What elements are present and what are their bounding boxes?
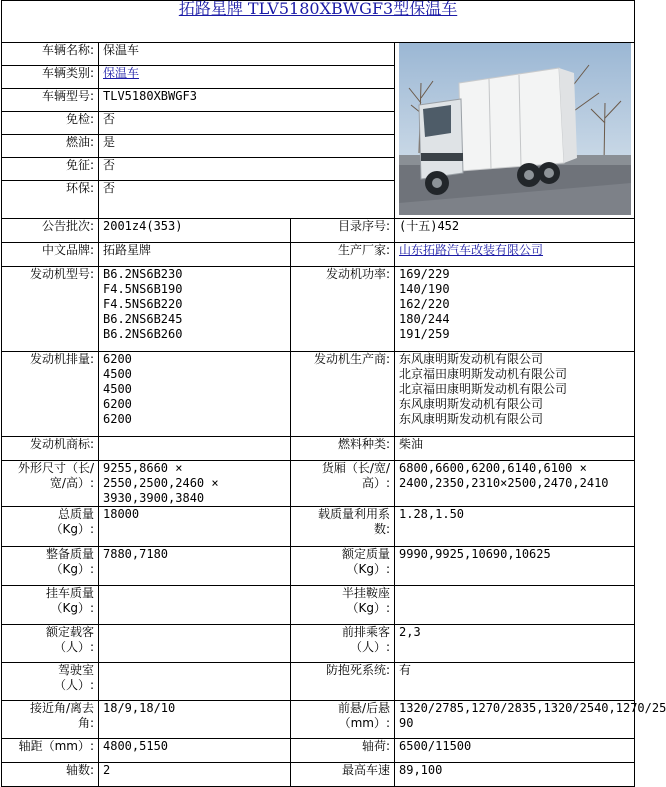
axle-load-value: 6500/11500 — [395, 739, 635, 763]
gross-mass-label: 总质量 （Kg）: — [2, 507, 99, 547]
approach-angle-value: 18/9,18/10 — [99, 701, 291, 739]
brand-cn-label: 中文品牌: — [2, 243, 99, 267]
axle-load-label: 轴荷: — [291, 739, 395, 763]
spec-sheet — [1, 0, 666, 787]
engine-maker-item: 北京福田康明斯发动机有限公司 — [399, 382, 568, 396]
eco-label: 环保: — [2, 181, 99, 219]
brand-cn-value: 拓路星牌 — [99, 243, 291, 267]
truck-photo-image — [399, 43, 631, 215]
manufacturer-label: 生产厂家: — [291, 243, 395, 267]
engine-model-label: 发动机型号: — [2, 267, 99, 352]
fuel-type-value: 柴油 — [395, 437, 635, 461]
cargo-size-value: 6800,6600,6200,6140,6100 × 2400,2350,2310×2500,2470,2410 — [395, 461, 635, 507]
engine-maker-label: 发动机生产商: — [291, 352, 395, 437]
abs-label: 防抱死系统: — [291, 663, 395, 701]
overhang-value: 1320/2785,1270/2835,1320/2540,1270/25 90 — [395, 701, 635, 739]
license-exempt-label: 免征: — [2, 158, 99, 181]
max-speed-value: 89,100 — [395, 763, 635, 787]
engine-maker-list — [395, 352, 635, 437]
engine-model-item: F4.5NS6B220 — [103, 297, 183, 311]
load-ratio-label: 载质量利用系 数: — [291, 507, 395, 547]
catalog-no-value: (十五)452 — [395, 219, 635, 243]
trailer-mass-value — [99, 586, 291, 625]
vehicle-model-label: 车辆型号: — [2, 89, 99, 112]
displacement-list — [99, 352, 291, 437]
rated-passengers-value — [99, 625, 291, 663]
batch-label: 公告批次: — [2, 219, 99, 243]
curb-mass-value: 7880,7180 — [99, 547, 291, 586]
inspection-exempt-value: 否 — [99, 112, 395, 135]
vehicle-photo — [395, 43, 635, 219]
semi-saddle-label: 半挂鞍座 （Kg）: — [291, 586, 395, 625]
abs-value: 有 — [395, 663, 635, 701]
displacement-item: 6200 — [103, 352, 132, 366]
rated-mass-label: 额定质量 （Kg）: — [291, 547, 395, 586]
displacement-item: 4500 — [103, 367, 132, 381]
trailer-mass-label: 挂车质量 （Kg）: — [2, 586, 99, 625]
curb-mass-label: 整备质量 （Kg）: — [2, 547, 99, 586]
fuel-label: 燃油: — [2, 135, 99, 158]
engine-brand-label: 发动机商标: — [2, 437, 99, 461]
vehicle-category-link[interactable]: 保温车 — [103, 66, 140, 80]
engine-model-list — [99, 267, 291, 352]
wheelbase-value: 4800,5150 — [99, 739, 291, 763]
displacement-label: 发动机排量: — [2, 352, 99, 437]
engine-power-item: 140/190 — [399, 282, 450, 296]
fuel-type-label: 燃料种类: — [291, 437, 395, 461]
vehicle-category-label: 车辆类别: — [2, 66, 99, 89]
engine-power-item: 180/244 — [399, 312, 450, 326]
cab-label: 驾驶室 （人）: — [2, 663, 99, 701]
manufacturer-link[interactable]: 山东拓路汽车改装有限公司 — [399, 243, 544, 257]
engine-power-item: 169/229 — [399, 267, 450, 281]
cargo-size-label: 货厢（长/宽/ 高）: — [291, 461, 395, 507]
page-title — [2, 1, 635, 43]
engine-model-item: B6.2NS6B230 — [103, 267, 183, 281]
spec-table — [1, 0, 666, 787]
engine-power-list — [395, 267, 635, 352]
rated-mass-value: 9990,9925,10690,10625 — [395, 547, 635, 586]
license-exempt-value: 否 — [99, 158, 395, 181]
engine-maker-item: 东风康明斯发动机有限公司 — [399, 352, 544, 366]
rated-passengers-label: 额定载客 （人）: — [2, 625, 99, 663]
engine-maker-item: 东风康明斯发动机有限公司 — [399, 397, 544, 411]
displacement-item: 4500 — [103, 382, 132, 396]
axles-value: 2 — [99, 763, 291, 787]
wheelbase-label: 轴距（mm）: — [2, 739, 99, 763]
engine-power-item: 191/259 — [399, 327, 450, 341]
vehicle-model-value: TLV5180XBWGF3 — [99, 89, 395, 112]
overhang-label: 前悬/后悬 （mm）: — [291, 701, 395, 739]
front-passengers-value: 2,3 — [395, 625, 635, 663]
cab-value — [99, 663, 291, 701]
semi-saddle-value — [395, 586, 635, 625]
title-link[interactable]: 拓路星牌 TLV5180XBWGF3型保温车 — [178, 0, 458, 18]
engine-model-item: F4.5NS6B190 — [103, 282, 183, 296]
load-ratio-value: 1.28,1.50 — [395, 507, 635, 547]
axles-label: 轴数: — [2, 763, 99, 787]
vehicle-name-value: 保温车 — [99, 43, 395, 66]
outer-size-value: 9255,8660 × 2550,2500,2460 × 3930,3900,3840 — [99, 461, 291, 507]
front-passengers-label: 前排乘客 （人）: — [291, 625, 395, 663]
inspection-exempt-label: 免检: — [2, 112, 99, 135]
displacement-item: 6200 — [103, 412, 132, 426]
vehicle-name-label: 车辆名称: — [2, 43, 99, 66]
max-speed-label: 最高车速 — [291, 763, 395, 787]
engine-brand-value — [99, 437, 291, 461]
outer-size-label: 外形尺寸（长/ 宽/高）: — [2, 461, 99, 507]
engine-model-item: B6.2NS6B245 — [103, 312, 183, 326]
engine-power-item: 162/220 — [399, 297, 450, 311]
displacement-item: 6200 — [103, 397, 132, 411]
catalog-no-label: 目录序号: — [291, 219, 395, 243]
approach-angle-label: 接近角/离去 角: — [2, 701, 99, 739]
fuel-value: 是 — [99, 135, 395, 158]
eco-value: 否 — [99, 181, 395, 219]
engine-maker-item: 东风康明斯发动机有限公司 — [399, 412, 544, 426]
gross-mass-value: 18000 — [99, 507, 291, 547]
engine-model-item: B6.2NS6B260 — [103, 327, 183, 341]
engine-power-label: 发动机功率: — [291, 267, 395, 352]
batch-value: 2001z4(353) — [99, 219, 291, 243]
engine-maker-item: 北京福田康明斯发动机有限公司 — [399, 367, 568, 381]
